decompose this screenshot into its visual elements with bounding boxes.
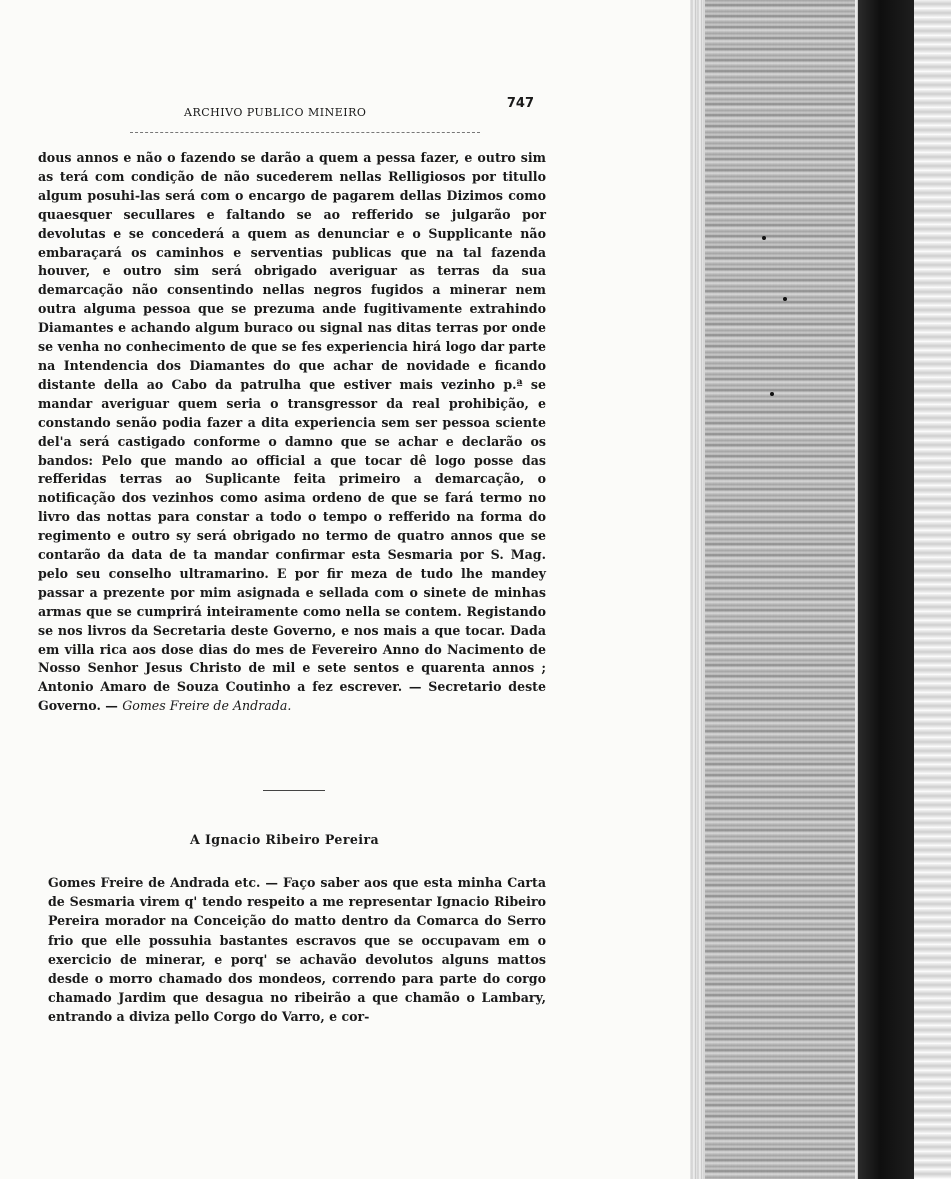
section-divider: [263, 790, 325, 791]
page-header: [170, 96, 540, 126]
scan-noise-band: [705, 0, 855, 1179]
header-rule: [130, 132, 480, 133]
section-heading: A Ignacio Ribeiro Pereira: [190, 832, 380, 847]
scan-right-margin: [914, 0, 951, 1179]
main-text-block: [38, 149, 546, 716]
paragraph: Gomes Freire de Andrada etc. — Faço saber aos que esta minha Carta de Sesmaria virem q' tendo respeito a me representar Ignacio Ribeiro Pereira morador na Conceição do matto dentro da Comarca do Serro frio que elle possuhia bastantes escravos que se occupavam em o exercicio de minerar, e porq' se achavão devolutos alguns mattos desde o morro chamado dos mondeos, correndo para parte do corgo chamado Jardim que desagua no ribeirão a que chamão o Lambary, entrando a diviza pello Corgo do Varro, e cor-: [48, 875, 546, 1025]
scan-speck: [783, 297, 787, 301]
signature: Gomes Freire de Andrada.: [122, 698, 292, 714]
page-number: 747: [506, 96, 534, 111]
running-title: ARCHIVO PUBLICO MINEIRO: [184, 106, 367, 119]
second-text-block: [48, 873, 546, 1027]
paragraph-text: dous annos e não o fazendo se darão a quem a pessa fazer, e outro sim as terá com condição de não sucederem nellas Relligiosos por titullo algum posuhi-las será com o encargo de pagarem dellas Dizimos como quaesquer secullares e faltando se ao refferido se julgarão por devolutas e se concederá a quem as denunciar e o Supplicante não embaraçará os caminhos e serventias publicas que na tal fazenda houver, e outro sim será obrigado averiguar as terras da sua demarcação não consentindo nellas negros fugidos a minerar nem outra alguma pessoa que se prezuma ande fugitivamente extrahindo Diamantes e achando algum buraco ou signal nas ditas terras por onde se venha no conhecimento de que se fes experiencia hirá logo dar parte na Intendencia dos Diamantes do que achar de novidade e ficando distante della ao Cabo da patrulha que estiver mais vezinho p.ª se mandar averiguar quem seria o transgressor da real prohibição, e constando senão podia fazer a dita experiencia sem ser pessoa sciente del'a será castigado conforme o damno que se achar e declarão os bandos: Pelo que mando ao official a que tocar dê logo posse das refferidas terras ao Suplicante feita primeiro a demarcação, o notificação dos vezinhos como asima ordeno de que se fará termo no livro das nottas para constar a todo o tempo o refferido na forma do regimento e outro sy será obrigado no termo de quatro annos que se contarão da data de ta mandar confirmar esta Sesmaria por S. Mag. pelo seu conselho ultramarino. E por fir meza de tudo lhe mandey passar a prezente por mim asignada e sellada com o sinete de minhas armas que se cumprirá inteiramente como nella se contem. Registando se nos livros da Secretaria deste Governo, e nos mais a que tocar. Dada em villa rica aos dose dias do mes de Fevereiro Anno do Nacimento de Nosso Senhor Jesus Christo de mil e sete sentos e quarenta annos ; Antonio Amaro de Souza Coutinho a fez escrever. — Secretario deste Governo. —: [38, 150, 546, 714]
scan-dark-strip: [858, 0, 914, 1179]
scan-speck: [762, 236, 766, 240]
paragraph: [38, 149, 546, 716]
scan-speck: [770, 392, 774, 396]
